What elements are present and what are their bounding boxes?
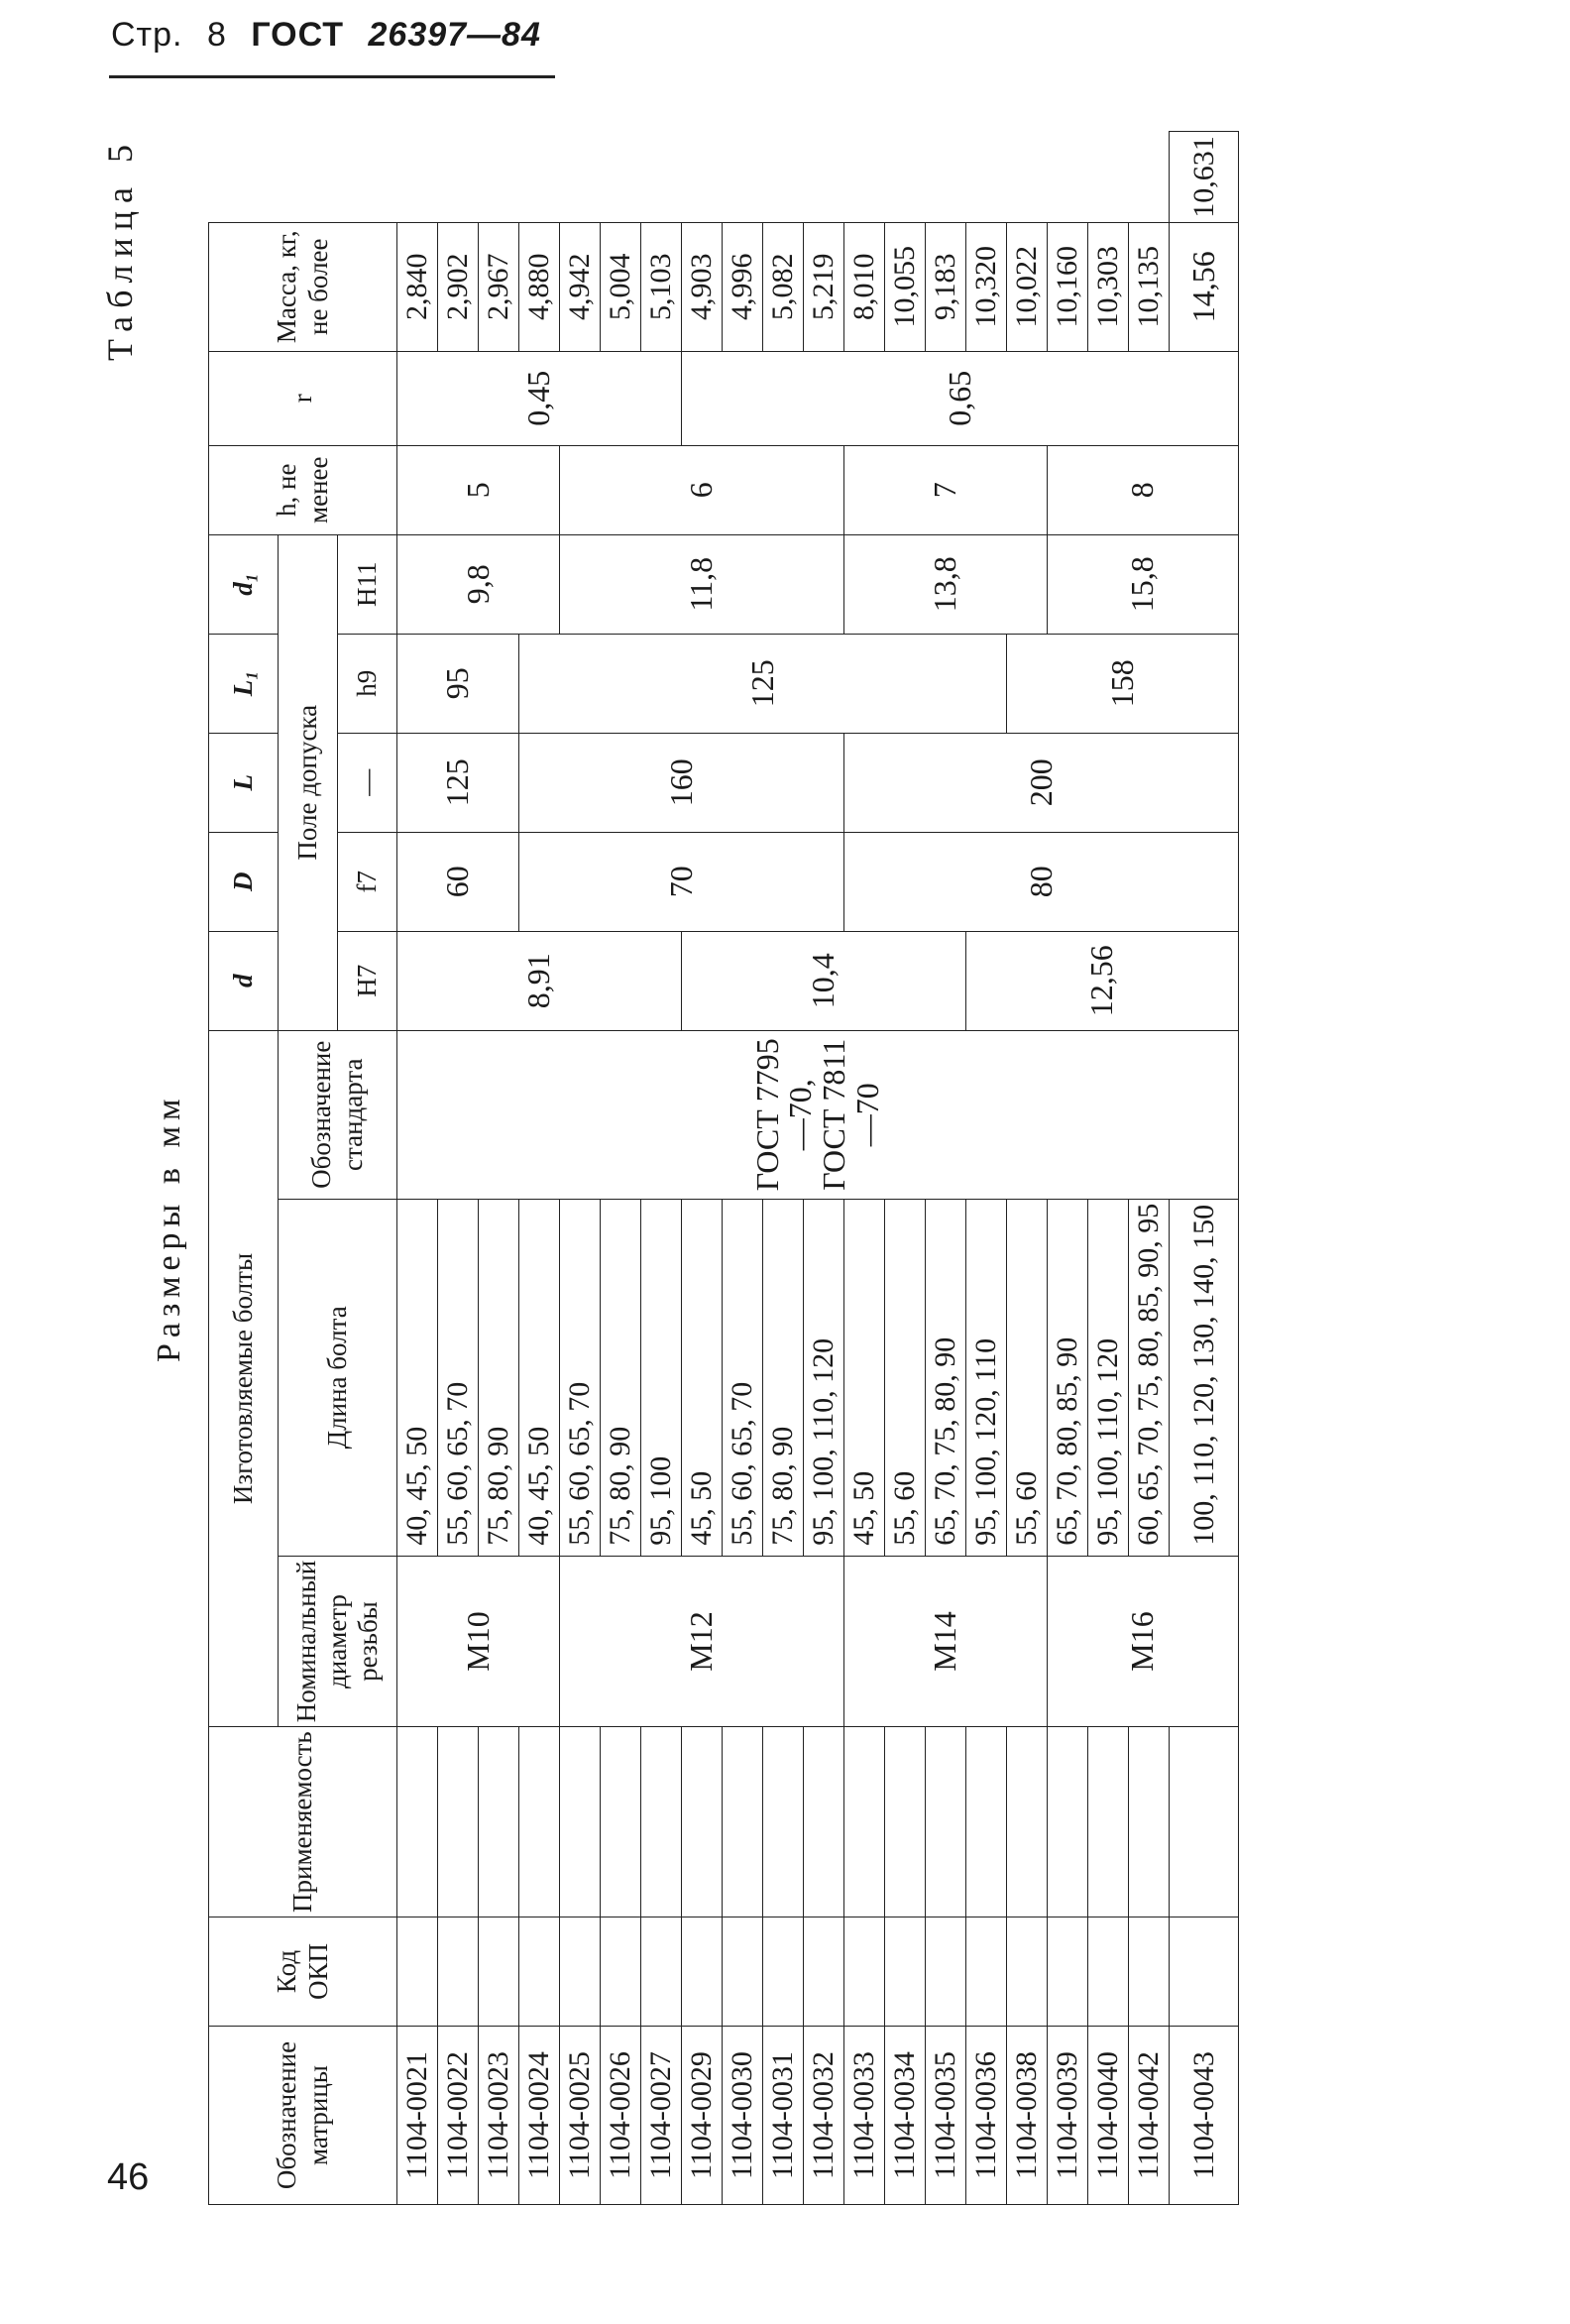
length-cell: 40, 45, 50 <box>519 1199 560 1556</box>
page-prefix: Стр. <box>111 16 183 54</box>
designation-cell: 1104-0031 <box>763 2027 804 2205</box>
mass-cell: 10,135 <box>1129 222 1170 351</box>
mass-cell: 10,055 <box>885 222 926 351</box>
tol-d1: H11 <box>338 534 397 634</box>
col-d1: d₁ <box>209 534 279 634</box>
D-group-1: 60 <box>397 832 519 931</box>
col-D: D <box>209 832 279 931</box>
designation-cell: 1104-0021 <box>397 2027 438 2205</box>
applicability-cell <box>560 1727 601 1917</box>
okp-cell <box>723 1917 763 2027</box>
mass-cell: 10,320 <box>966 222 1007 351</box>
tol-L1: h9 <box>338 634 397 733</box>
mass-cell: 5,004 <box>601 222 641 351</box>
mass-cell: 5,219 <box>804 222 844 351</box>
d-group-3: 12,56 <box>966 931 1239 1030</box>
applicability-cell <box>723 1727 763 1917</box>
gost-label: ГОСТ <box>251 16 345 54</box>
L1-group-3: 158 <box>1007 634 1239 733</box>
col-L1: L₁ <box>209 634 279 733</box>
header-rule <box>109 75 555 78</box>
mass-cell: 4,942 <box>560 222 601 351</box>
table-row <box>397 132 438 2205</box>
d-group-2: 10,4 <box>682 931 966 1030</box>
length-cell: 45, 50 <box>682 1199 723 1556</box>
tol-D: f7 <box>338 832 397 931</box>
d-group-1: 8,91 <box>397 931 682 1030</box>
page-header-number: 8 <box>206 16 227 54</box>
col-r: r <box>209 351 397 445</box>
L-group-2: 160 <box>519 733 844 832</box>
okp-cell <box>926 1917 966 2027</box>
okp-cell <box>804 1917 844 2027</box>
mass-cell: 4,996 <box>723 222 763 351</box>
length-cell: 95, 100, 120, 110 <box>966 1199 1007 1556</box>
okp-cell <box>885 1917 926 2027</box>
thread-m16: M16 <box>1048 1556 1239 1727</box>
L1-group-2: 125 <box>519 634 1007 733</box>
okp-cell <box>844 1917 885 2027</box>
length-cell: 65, 70, 75, 80, 90 <box>926 1199 966 1556</box>
col-mass: Масса, кг, не более <box>209 222 397 351</box>
designation-cell: 1104-0035 <box>926 2027 966 2205</box>
okp-cell <box>438 1917 479 2027</box>
col-bolts-group: Изготовляемые болты <box>209 1030 279 1727</box>
mass-cell: 2,902 <box>438 222 479 351</box>
designation-cell: 1104-0029 <box>682 2027 723 2205</box>
length-cell: 40, 45, 50 <box>397 1199 438 1556</box>
designation-cell: 1104-0032 <box>804 2027 844 2205</box>
applicability-cell <box>1170 1727 1239 1917</box>
h-group-2: 6 <box>560 445 844 534</box>
length-cell: 55, 60, 65, 70 <box>723 1199 763 1556</box>
d-group-4: 14,56 <box>1170 222 1239 351</box>
col-d: d <box>209 931 279 1030</box>
L-group-1: 125 <box>397 733 519 832</box>
applicability-cell <box>397 1727 438 1917</box>
length-cell: 60, 65, 70, 75, 80, 85, 90, 95 <box>1129 1199 1170 1556</box>
applicability-cell <box>763 1727 804 1917</box>
d1-group-4: 15,8 <box>1048 534 1239 634</box>
okp-cell <box>682 1917 723 2027</box>
designation-cell: 1104-0043 <box>1170 2027 1239 2205</box>
applicability-cell <box>479 1727 519 1917</box>
h-group-4: 8 <box>1048 445 1239 534</box>
L-group-3: 200 <box>844 733 1239 832</box>
okp-cell <box>397 1917 438 2027</box>
table-title: Таблица 5 <box>100 137 140 361</box>
length-cell: 55, 60, 65, 70 <box>438 1199 479 1556</box>
applicability-cell <box>804 1727 844 1917</box>
designation-cell: 1104-0039 <box>1048 2027 1088 2205</box>
L1-group-1: 95 <box>397 634 519 733</box>
doc-number: 26397—84 <box>368 16 541 54</box>
h-group-3: 7 <box>844 445 1048 534</box>
okp-cell <box>1129 1917 1170 2027</box>
okp-cell <box>479 1917 519 2027</box>
designation-cell: 1104-0038 <box>1007 2027 1048 2205</box>
dies-table <box>208 131 1239 2205</box>
designation-cell: 1104-0030 <box>723 2027 763 2205</box>
col-tolerance-group: Поле допуска <box>279 534 338 1030</box>
length-cell: 55, 60, 65, 70 <box>560 1199 601 1556</box>
D-group-3: 80 <box>844 832 1239 931</box>
length-cell: 75, 80, 90 <box>763 1199 804 1556</box>
applicability-cell <box>1129 1727 1170 1917</box>
applicability-cell <box>926 1727 966 1917</box>
applicability-cell <box>519 1727 560 1917</box>
okp-cell <box>1007 1917 1048 2027</box>
okp-cell <box>1088 1917 1129 2027</box>
applicability-cell <box>1007 1727 1048 1917</box>
mass-cell: 10,022 <box>1007 222 1048 351</box>
page-number: 46 <box>107 2156 150 2198</box>
h-group-1: 5 <box>397 445 560 534</box>
rotated-table-block <box>99 103 1487 2205</box>
okp-cell <box>763 1917 804 2027</box>
length-cell: 75, 80, 90 <box>479 1199 519 1556</box>
applicability-cell <box>1048 1727 1088 1917</box>
applicability-cell <box>601 1727 641 1917</box>
standard-cell: ГОСТ 7795—70, ГОСТ 7811—70 <box>397 1030 1239 1199</box>
length-cell: 65, 70, 80, 85, 90 <box>1048 1199 1088 1556</box>
col-standard: Обозначение стандарта <box>279 1030 397 1199</box>
tol-L: — <box>338 733 397 832</box>
thread-m12: M12 <box>560 1556 844 1727</box>
applicability-cell <box>885 1727 926 1917</box>
d1-group-1: 9,8 <box>397 534 560 634</box>
mass-cell: 10,160 <box>1048 222 1088 351</box>
mass-cell: 5,103 <box>641 222 682 351</box>
col-bolt-length: Длина болта <box>279 1199 397 1556</box>
okp-cell <box>966 1917 1007 2027</box>
mass-cell: 10,303 <box>1088 222 1129 351</box>
length-cell: 75, 80, 90 <box>601 1199 641 1556</box>
length-cell: 100, 110, 120, 130, 140, 150 <box>1170 1199 1239 1556</box>
col-L: L <box>209 733 279 832</box>
okp-cell <box>641 1917 682 2027</box>
applicability-cell <box>438 1727 479 1917</box>
applicability-cell <box>844 1727 885 1917</box>
D-group-2: 70 <box>519 832 844 931</box>
col-h: h, не менее <box>209 445 397 534</box>
mass-cell: 8,010 <box>844 222 885 351</box>
length-cell: 95, 100 <box>641 1199 682 1556</box>
designation-cell: 1104-0033 <box>844 2027 885 2205</box>
mass-cell: 4,903 <box>682 222 723 351</box>
length-cell: 55, 60 <box>885 1199 926 1556</box>
d1-group-2: 11,8 <box>560 534 844 634</box>
length-cell: 95, 100, 110, 120 <box>804 1199 844 1556</box>
designation-cell: 1104-0034 <box>885 2027 926 2205</box>
d1-group-3: 13,8 <box>844 534 1048 634</box>
mass-cell: 10,631 <box>1170 132 1239 223</box>
okp-cell <box>1048 1917 1088 2027</box>
designation-cell: 1104-0023 <box>479 2027 519 2205</box>
col-thread-diameter: Номинальный диаметр резьбы <box>279 1556 397 1727</box>
thread-m14: M14 <box>844 1556 1048 1727</box>
okp-cell <box>1170 1917 1239 2027</box>
table-subtitle: Размеры в мм <box>151 1093 187 1362</box>
applicability-cell <box>682 1727 723 1917</box>
designation-cell: 1104-0026 <box>601 2027 641 2205</box>
okp-cell <box>601 1917 641 2027</box>
designation-cell: 1104-0036 <box>966 2027 1007 2205</box>
thread-m10: M10 <box>397 1556 560 1727</box>
table-container <box>208 131 1239 2205</box>
mass-cell: 9,183 <box>926 222 966 351</box>
applicability-cell <box>966 1727 1007 1917</box>
mass-cell: 2,967 <box>479 222 519 351</box>
designation-cell: 1104-0027 <box>641 2027 682 2205</box>
designation-cell: 1104-0040 <box>1088 2027 1129 2205</box>
r-group-1: 0,45 <box>397 351 682 445</box>
mass-cell: 5,082 <box>763 222 804 351</box>
designation-cell: 1104-0022 <box>438 2027 479 2205</box>
tol-d: H7 <box>338 931 397 1030</box>
mass-cell: 4,880 <box>519 222 560 351</box>
length-cell: 95, 100, 110, 120 <box>1088 1199 1129 1556</box>
designation-cell: 1104-0042 <box>1129 2027 1170 2205</box>
okp-cell <box>560 1917 601 2027</box>
col-applicability: Применяемость <box>209 1727 397 1917</box>
col-designation: Обозначение матрицы <box>209 2027 397 2205</box>
designation-cell: 1104-0024 <box>519 2027 560 2205</box>
applicability-cell <box>641 1727 682 1917</box>
r-group-2: 0,65 <box>682 351 1239 445</box>
okp-cell <box>519 1917 560 2027</box>
length-cell: 45, 50 <box>844 1199 885 1556</box>
page-header <box>111 16 555 55</box>
length-cell: 55, 60 <box>1007 1199 1048 1556</box>
applicability-cell <box>1088 1727 1129 1917</box>
col-okp: Код ОКП <box>209 1917 397 2027</box>
mass-cell: 2,840 <box>397 222 438 351</box>
designation-cell: 1104-0025 <box>560 2027 601 2205</box>
